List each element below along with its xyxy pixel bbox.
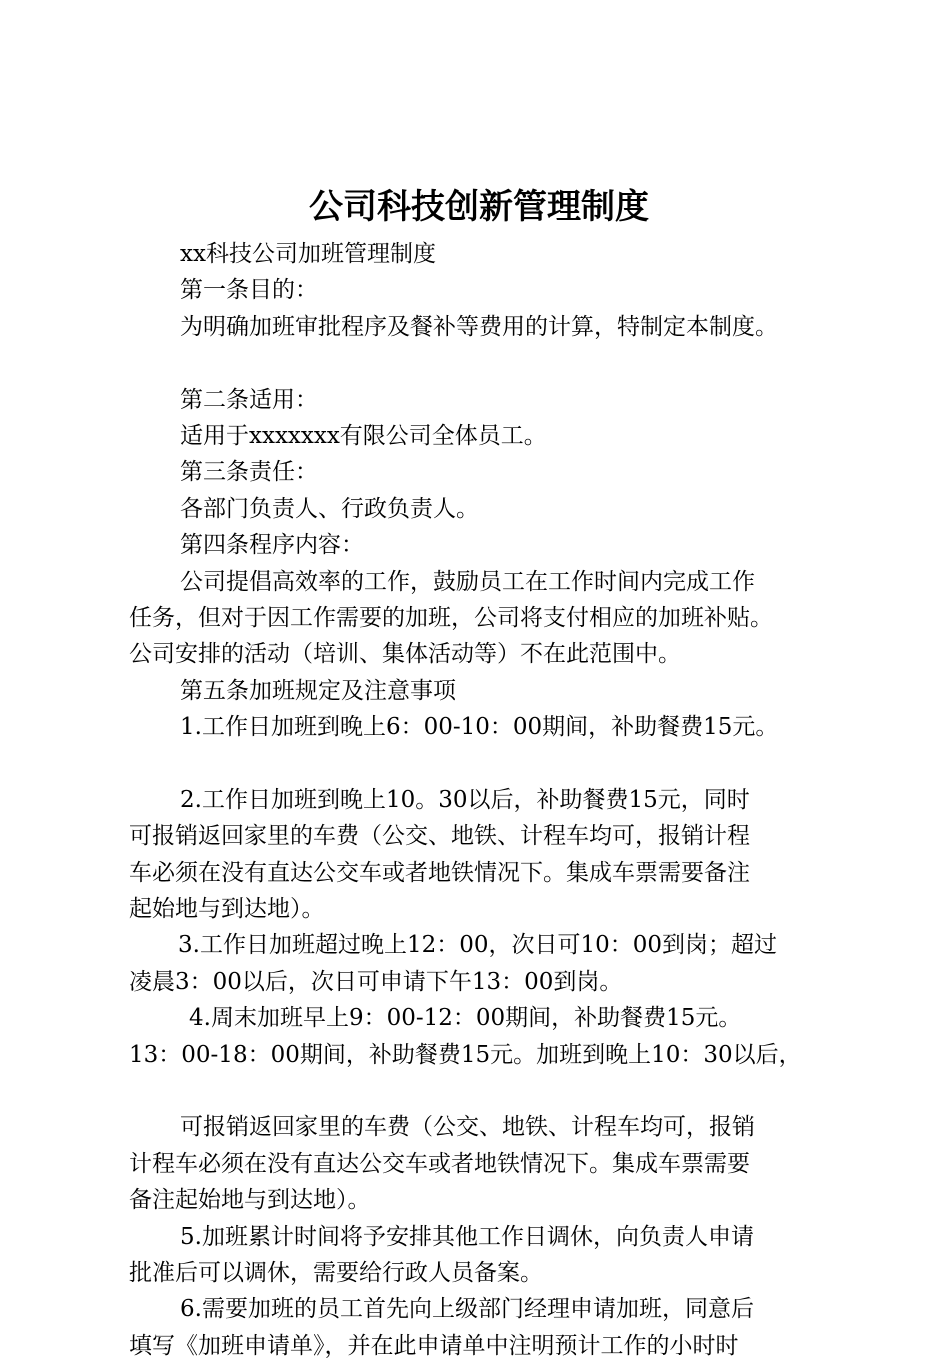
paragraph-line: xx科技公司加班管理制度 bbox=[180, 241, 436, 267]
paragraph-line: 起始地与到达地）。 bbox=[129, 896, 325, 923]
paragraph-line: 备注起始地与到达地）。 bbox=[129, 1187, 371, 1214]
paragraph-line: 4.周末加班早上9：00-12：00期间，补助餐费15元。 bbox=[189, 1005, 742, 1032]
paragraph-line: 可报销返回家里的车费（公交、地铁、计程车均可，报销计程 bbox=[129, 823, 750, 850]
paragraph-line: 1.工作日加班到晚上6：00-10：00期间，补助餐费15元。 bbox=[180, 714, 779, 741]
paragraph-line: 13：00-18：00期间，补助餐费15元。加班到晚上10：30以后， bbox=[129, 1041, 802, 1068]
paragraph-line: 公司提倡高效率的工作，鼓励员工在工作时间内完成工作 bbox=[180, 568, 755, 595]
blank-line bbox=[129, 745, 845, 781]
blank-line bbox=[129, 1073, 845, 1109]
paragraph-line: 公司安排的活动（培训、集体活动等）不在此范围中。 bbox=[129, 641, 681, 668]
paragraph-line: 可报销返回家里的车费（公交、地铁、计程车均可，报销 bbox=[180, 1114, 755, 1141]
paragraph-line: 填写《加班申请单》，并在此申请单中注明预计工作的小时时 bbox=[129, 1332, 739, 1359]
paragraph-line: 第二条适用： bbox=[180, 386, 318, 413]
paragraph-line: 第三条责任： bbox=[180, 459, 318, 486]
blank-line bbox=[129, 345, 845, 381]
paragraph-line: 车必须在没有直达公交车或者地铁情况下。集成车票需要备注 bbox=[129, 859, 750, 886]
paragraph-line: 5.加班累计时间将予安排其他工作日调休，向负责人申请 bbox=[180, 1223, 754, 1250]
paragraph-line: 6.需要加班的员工首先向上级部门经理申请加班，同意后 bbox=[180, 1296, 754, 1323]
paragraph-line: 任务，但对于因工作需要的加班，公司将支付相应的加班补贴。 bbox=[129, 604, 773, 631]
paragraph-line: 为明确加班审批程序及餐补等费用的计算，特制定本制度。 bbox=[180, 313, 778, 340]
paragraph-line: 第四条程序内容： bbox=[180, 532, 364, 559]
paragraph-line: 批准后可以调休，需要给行政人员备案。 bbox=[129, 1259, 543, 1286]
page-title: 公司科技创新管理制度 bbox=[309, 187, 649, 227]
paragraph-line: 凌晨3：00以后，次日可申请下午13：00到岗。 bbox=[129, 968, 623, 995]
paragraph-line: 第五条加班规定及注意事项 bbox=[180, 677, 456, 704]
paragraph-line: 3.工作日加班超过晚上12：00，次日可10：00到岗；超过 bbox=[178, 932, 778, 959]
paragraph-line: 适用于xxxxxxx有限公司全体员工。 bbox=[180, 422, 547, 449]
paragraph-line: 计程车必须在没有直达公交车或者地铁情况下。集成车票需要 bbox=[129, 1150, 750, 1177]
paragraph-line: 2.工作日加班到晚上10。30以后，补助餐费15元，同时 bbox=[180, 786, 750, 813]
paragraph-line: 各部门负责人、行政负责人。 bbox=[180, 495, 479, 522]
paragraph-line: 第一条目的： bbox=[180, 277, 318, 304]
document-body bbox=[129, 236, 845, 1364]
